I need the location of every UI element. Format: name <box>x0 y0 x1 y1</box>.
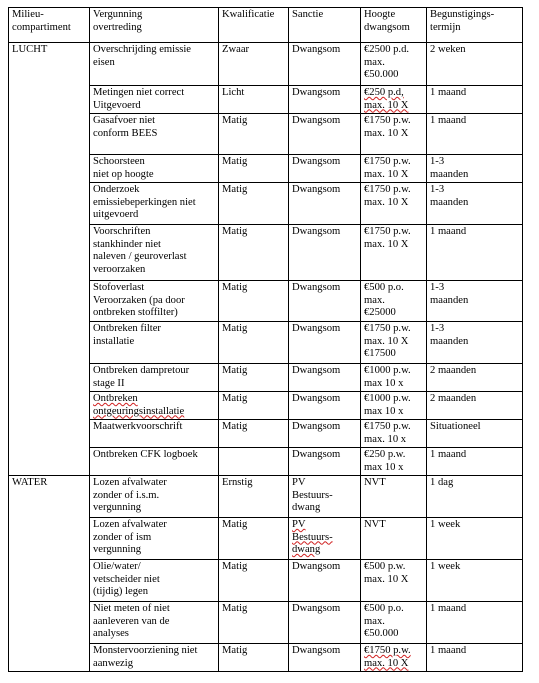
qualification-cell: Matig <box>219 183 289 225</box>
sanction-cell: Dwangsom <box>289 43 361 86</box>
sanction-cell: Dwangsom <box>289 644 361 672</box>
sanction-cell: Dwangsom <box>289 183 361 225</box>
sanction-cell: Dwangsom <box>289 392 361 420</box>
amount-cell: €2500 p.d. max. €50.000 <box>361 43 427 86</box>
term-cell: 1-3 maanden <box>427 155 523 183</box>
violation-cell: Voorschriften stankhinder niet naleven / geuroverlast veroorzaken <box>90 225 219 281</box>
term-cell: 1 maand <box>427 114 523 155</box>
sanction-cell: Dwangsom <box>289 448 361 476</box>
sanction-cell: Dwangsom <box>289 322 361 364</box>
term-cell: 1 dag <box>427 476 523 518</box>
violation-cell: Onderzoek emissiebeperkingen niet uitgevoerd <box>90 183 219 225</box>
qualification-cell: Matig <box>219 644 289 672</box>
qualification-cell <box>219 448 289 476</box>
amount-cell: €500 p.o. max. €25000 <box>361 281 427 322</box>
amount-cell: €250 p.d, max. 10 X <box>361 86 427 114</box>
term-cell: 1 maand <box>427 225 523 281</box>
violation-cell: Lozen afvalwater zonder of ism vergunning <box>90 518 219 560</box>
amount-cell: €1750 p.w. max. 10 X <box>361 225 427 281</box>
qualification-cell: Matig <box>219 602 289 644</box>
header-term: Begunstigings- termijn <box>427 8 523 43</box>
term-cell: 1-3 maanden <box>427 322 523 364</box>
header-violation: Vergunning overtreding <box>90 8 219 43</box>
sanction-cell: Dwangsom <box>289 281 361 322</box>
amount-cell: €1750 p.w. max. 10 X <box>361 155 427 183</box>
amount-cell: €1750 p.w. max. 10 X €17500 <box>361 322 427 364</box>
sanction-cell: Dwangsom <box>289 364 361 392</box>
header-compartment: Milieu- compartiment <box>9 8 90 43</box>
term-cell: 1 maand <box>427 86 523 114</box>
amount-cell: €250 p.w. max 10 x <box>361 448 427 476</box>
section-water: WATER <box>9 476 90 672</box>
header-qualification: Kwalificatie <box>219 8 289 43</box>
qualification-cell: Zwaar <box>219 43 289 86</box>
violation-cell: Ontbreken dampretour stage II <box>90 364 219 392</box>
sanction-cell: Dwangsom <box>289 560 361 602</box>
violation-cell: Niet meten of niet aanleveren van de analyses <box>90 602 219 644</box>
term-cell: 1 maand <box>427 644 523 672</box>
amount-cell: €1750 p.w. max. 10 X <box>361 114 427 155</box>
table-row <box>9 476 523 518</box>
term-cell: 2 maanden <box>427 364 523 392</box>
term-cell: Situationeel <box>427 420 523 448</box>
violation-cell: Schoorsteen niet op hoogte <box>90 155 219 183</box>
header-row <box>9 8 523 43</box>
violation-cell: Ontbreken filter installatie <box>90 322 219 364</box>
qualification-cell: Matig <box>219 364 289 392</box>
section-lucht: LUCHT <box>9 43 90 476</box>
amount-cell: €1000 p.w. max 10 x <box>361 392 427 420</box>
qualification-cell: Matig <box>219 392 289 420</box>
amount-cell: €1750 p.w. max. 10 X <box>361 644 427 672</box>
amount-cell: €500 p.o. max. €50.000 <box>361 602 427 644</box>
header-sanction: Sanctie <box>289 8 361 43</box>
sanction-cell: Dwangsom <box>289 155 361 183</box>
amount-cell: €1750 p.w. max. 10 X <box>361 183 427 225</box>
qualification-cell: Matig <box>219 155 289 183</box>
violation-cell: Gasafvoer niet conform BEES <box>90 114 219 155</box>
sanctions-table <box>8 7 523 672</box>
term-cell: 1 maand <box>427 448 523 476</box>
qualification-cell: Matig <box>219 322 289 364</box>
term-cell: 2 maanden <box>427 392 523 420</box>
amount-cell: NVT <box>361 476 427 518</box>
amount-cell: €500 p.w. max. 10 X <box>361 560 427 602</box>
qualification-cell: Matig <box>219 225 289 281</box>
term-cell: 1-3 maanden <box>427 281 523 322</box>
violation-cell: Monstervoorziening niet aanwezig <box>90 644 219 672</box>
term-cell: 1 maand <box>427 602 523 644</box>
violation-cell: Olie/water/ vetscheider niet (tijdig) legen <box>90 560 219 602</box>
sanction-cell: Dwangsom <box>289 114 361 155</box>
term-cell: 2 weken <box>427 43 523 86</box>
violation-cell: Overschrijding emissie eisen <box>90 43 219 86</box>
sanction-cell: Dwangsom <box>289 225 361 281</box>
amount-cell: €1750 p.w. max. 10 x <box>361 420 427 448</box>
sanction-cell: PV Bestuurs- dwang <box>289 518 361 560</box>
violation-cell: Lozen afvalwater zonder of i.s.m. vergunning <box>90 476 219 518</box>
qualification-cell: Matig <box>219 420 289 448</box>
sanction-cell: PV Bestuurs- dwang <box>289 476 361 518</box>
violation-cell: Ontbreken ontgeuringsinstallatie <box>90 392 219 420</box>
term-cell: 1-3 maanden <box>427 183 523 225</box>
table-row <box>9 43 523 86</box>
term-cell: 1 week <box>427 560 523 602</box>
violation-cell: Metingen niet correct Uitgevoerd <box>90 86 219 114</box>
qualification-cell: Ernstig <box>219 476 289 518</box>
sanction-cell: Dwangsom <box>289 86 361 114</box>
violation-cell: Ontbreken CFK logboek <box>90 448 219 476</box>
sanction-cell: Dwangsom <box>289 602 361 644</box>
qualification-cell: Licht <box>219 86 289 114</box>
amount-cell: NVT <box>361 518 427 560</box>
qualification-cell: Matig <box>219 281 289 322</box>
term-cell: 1 week <box>427 518 523 560</box>
amount-cell: €1000 p.w. max 10 x <box>361 364 427 392</box>
qualification-cell: Matig <box>219 518 289 560</box>
violation-cell: Stofoverlast Veroorzaken (pa door ontbreken stoffilter) <box>90 281 219 322</box>
sanction-cell: Dwangsom <box>289 420 361 448</box>
violation-cell: Maatwerkvoorschrift <box>90 420 219 448</box>
qualification-cell: Matig <box>219 114 289 155</box>
header-amount: Hoogte dwangsom <box>361 8 427 43</box>
qualification-cell: Matig <box>219 560 289 602</box>
